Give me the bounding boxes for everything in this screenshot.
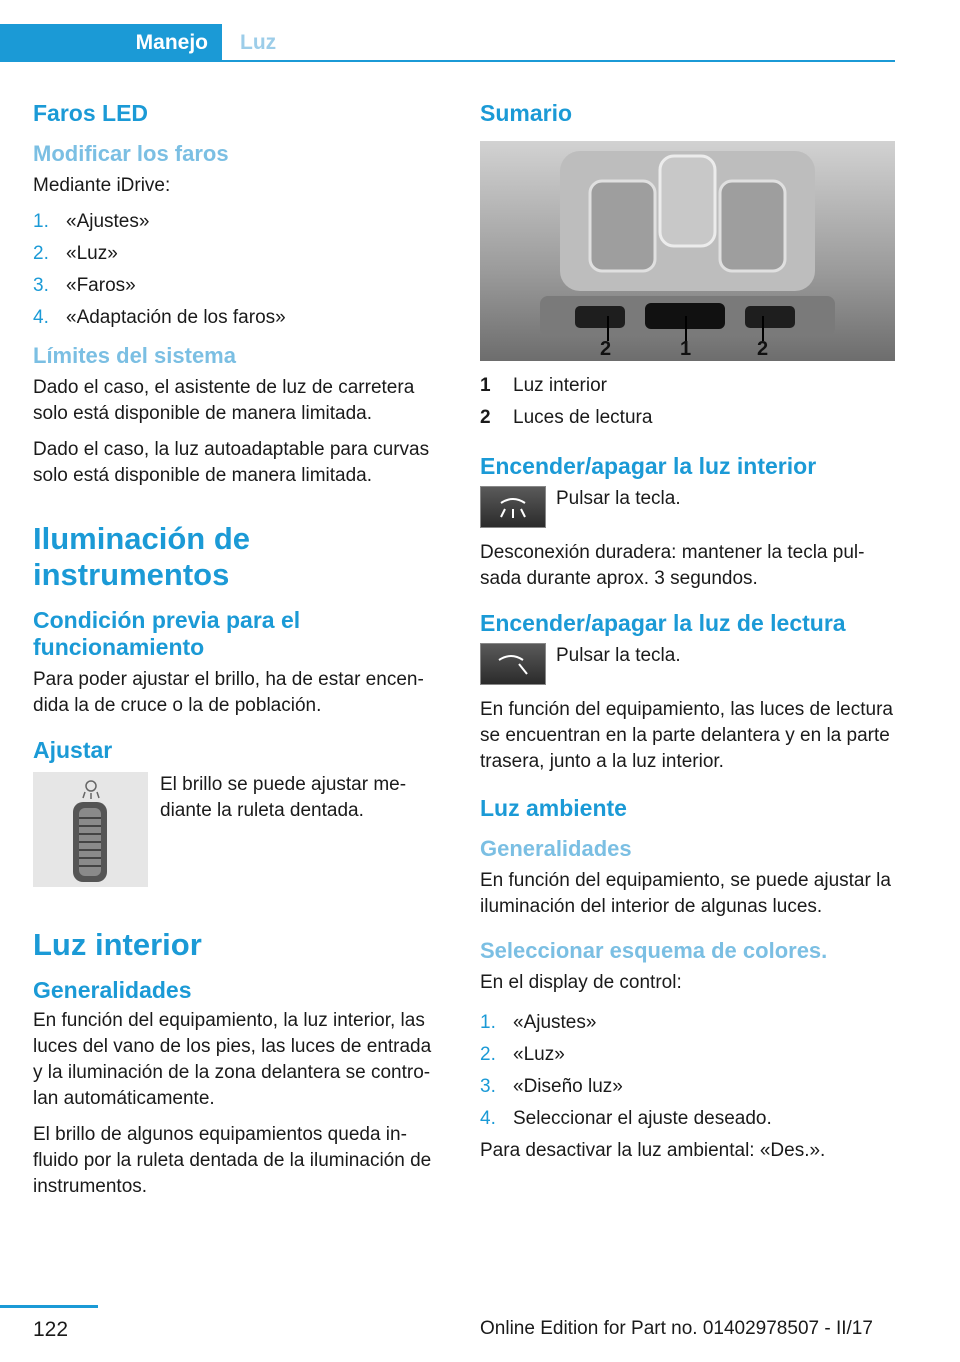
photo-label-left: 2 xyxy=(600,338,612,360)
ajustar-text: El brillo se puede ajustar mediante la ruleta dentada. xyxy=(160,774,407,821)
interior-button-text: Pulsar la tecla. xyxy=(556,488,681,509)
heading-encender-interior: Encender/apagar la luz interior xyxy=(480,453,817,479)
paragraph: Dado el caso, el asistente de luz de carretera solo está disponible de manera limitada. xyxy=(33,377,415,424)
paragraph: Dado el caso, la luz autoadaptable para curvas solo está disponible de manera limitada. xyxy=(33,439,430,486)
lectura-button-block xyxy=(480,643,895,685)
heading-generalidades: Generalidades xyxy=(33,977,192,1003)
reading-light-icon xyxy=(481,644,545,684)
list-item: 1. «Ajustes» xyxy=(33,211,150,232)
paragraph: Desconexión duradera: mantener la tecla pulsada durante aprox. 3 segundos. xyxy=(480,542,865,589)
footer-rule xyxy=(0,1305,98,1308)
footer-edition: Online Edition for Part no. 01402978507 - II/17 xyxy=(480,1318,873,1339)
heading-condicion-previa: Condición previa para el funcionamiento xyxy=(33,607,301,660)
intro-idrive: Mediante iDrive: xyxy=(33,175,171,196)
list-item: 4. Seleccionar el ajuste deseado. xyxy=(480,1108,772,1129)
thumbwheel-icon xyxy=(33,772,148,887)
steps-modificar-faros xyxy=(33,209,443,331)
paragraph: En función del equipamiento, se puede ajustar la iluminación del interior de algunas luces. xyxy=(480,870,891,917)
interior-light-button-image xyxy=(480,486,546,528)
interior-button-block xyxy=(480,486,895,528)
right-column xyxy=(480,100,895,1174)
heading-modificar-faros: Modificar los faros xyxy=(33,141,229,166)
paragraph: Para poder ajustar el brillo, ha de estar encendida la de cruce o la de población. xyxy=(33,669,424,716)
photo-label-center: 1 xyxy=(680,338,692,360)
intro-display: En el display de control: xyxy=(480,972,682,993)
heading-limites-sistema: Límites del sistema xyxy=(33,343,236,368)
heading-ajustar: Ajustar xyxy=(33,737,113,763)
reading-light-button-image xyxy=(480,643,546,685)
paragraph: En función del equipamiento, las luces de lectura se encuentran en la parte delantera y en la parte trasera, junto a la luz interior. xyxy=(480,699,893,772)
heading-luz-ambiente: Luz ambiente xyxy=(480,795,627,821)
thumbwheel-image xyxy=(33,772,148,887)
header-tabs xyxy=(0,24,895,62)
photo-label-right: 2 xyxy=(757,338,769,360)
ajustar-block xyxy=(33,772,443,887)
left-column xyxy=(33,100,443,1210)
list-item: 2 Luces de lectura xyxy=(480,407,653,428)
header-rule xyxy=(0,60,895,62)
heading-esquema-colores: Seleccionar esquema de colores. xyxy=(480,938,828,963)
overhead-console-photo xyxy=(480,141,895,361)
list-item: 2. «Luz» xyxy=(480,1044,565,1065)
overhead-console-illustration xyxy=(480,141,895,361)
list-item: 2. «Luz» xyxy=(33,243,118,264)
heading-luz-interior: Luz interior xyxy=(33,927,202,962)
heading-encender-lectura: Encender/apagar la luz de lectura xyxy=(480,610,846,636)
heading-sumario: Sumario xyxy=(480,100,573,126)
paragraph: En función del equipamiento, la luz interior, las luces del vano de los pies, las luces de entrada y la iluminación de la zona delantera se controlan automáticamente. xyxy=(33,1010,432,1109)
tab-luz[interactable]: Luz xyxy=(240,31,277,54)
steps-esquema-colores xyxy=(480,1010,895,1132)
heading-faros-led: Faros LED xyxy=(33,100,149,126)
list-item: 4. «Adaptación de los faros» xyxy=(33,307,286,328)
heading-generalidades-ambiente: Generalidades xyxy=(480,836,632,861)
paragraph: El brillo de algunos equipamientos queda influido por la ruleta dentada de la iluminación de instrumentos. xyxy=(33,1124,432,1197)
list-item: 3. «Faros» xyxy=(33,275,136,296)
list-item: 1. «Ajustes» xyxy=(480,1012,597,1033)
paragraph: Para desactivar la luz ambiental: «Des.». xyxy=(480,1140,826,1161)
interior-light-icon xyxy=(481,487,545,527)
page-number: 122 xyxy=(33,1318,69,1341)
list-item: 1 Luz interior xyxy=(480,375,607,396)
tab-manejo[interactable]: Manejo xyxy=(0,24,222,62)
photo-legend xyxy=(480,373,895,431)
lectura-button-text: Pulsar la tecla. xyxy=(556,645,681,666)
list-item: 3. «Diseño luz» xyxy=(480,1076,623,1097)
heading-iluminacion-instrumentos: Iluminación de instrumentos xyxy=(33,521,251,592)
